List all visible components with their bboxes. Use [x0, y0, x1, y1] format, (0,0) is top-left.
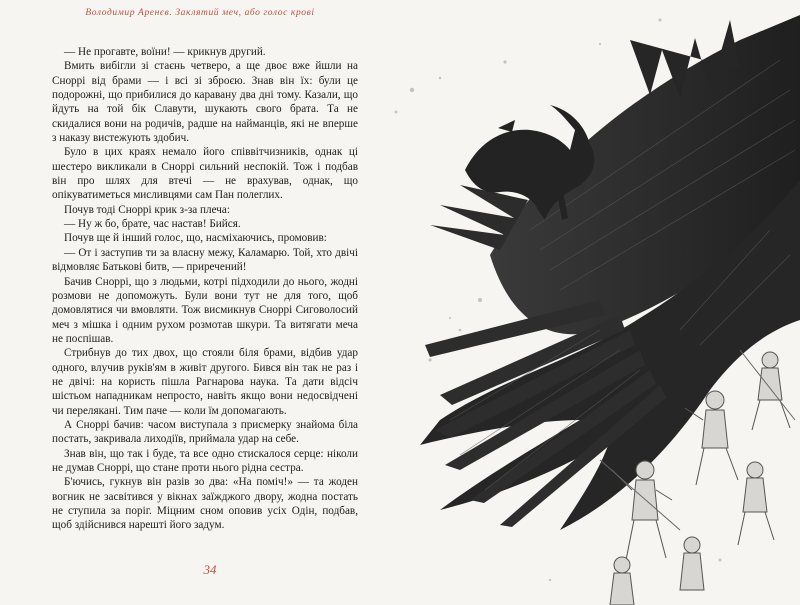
- paragraph: Стрибнув до тих двох, що стояли біля брами, відбив удар одного, влучив руків'ям в живіт другого. Бився він так не раз і не двічі: на користь пішла Рагнарова наука. Та дати відсіч шістьом нападникам непросто, навіть якщо вони недосвідчені чи перелякані. Тим паче — коли їм допомагають.: [52, 347, 358, 417]
- paragraph: Вмить вибігли зі стаєнь четверо, а ще двоє вже йшли на Сноррі від брами — і всі зі зброєю. Знав він їх: були це подорожні, що прибилися до каравану два дні тому. Казали, що йдуть на той бік Славути, шукають свого брата. Та не скидалися вони на родичів, радше на найманців, які не вперше з наказу вистежують здобич.: [52, 60, 358, 145]
- page-number: 34: [203, 562, 217, 577]
- paragraph: Почув тоді Сноррі крик з-за плеча:: [64, 203, 230, 216]
- paragraph: А Сноррі бачив: часом виступала з присмерку знайома біла постать, закривала лиходіїв, приймала удар на себе.: [52, 418, 358, 446]
- raven-wing-icon: [420, 15, 800, 530]
- paragraph: Бачив Сноррі, що з людьми, котрі підходили до нього, жодні розмови не допоможуть. Були вони тут не для того, щоб домовлятися чи вмовляти. Тож висмикнув Сноррі Сиговолосий меч з мішка і одним рухом розмотав шкури. Та витягати меча не поспішав.: [52, 275, 358, 345]
- body-text: [52, 45, 358, 533]
- paragraph: — От і заступив ти за власну межу, Каламарю. Той, хто двічі відмовляє Батькові битв, — приречений!: [52, 246, 358, 274]
- paragraph: — Не прогавте, воїни! — крикнув другий.: [64, 46, 266, 58]
- paragraph: — Ну ж бо, брате, час настав! Бийся.: [64, 218, 241, 231]
- running-head: Володимир Аренєв. Заклятий меч, або голос крові: [85, 8, 315, 18]
- paragraph: Було в цих краях немало його співвітчизників, однак ці шестеро викликали в Сноррі сильний неспокій. Тож і подбав він про шлях для втечі — не врахував, однак, що опікуватиметься мисливцями сам Пан полеглих.: [52, 146, 358, 202]
- paragraph: Б'ючись, гукнув він разів зо два: «На поміч!» — та жоден вогник не засвітився у вікнах заїжджого двору, жодна постать не ступила за поріг. Міцним сном оповив усіх Одін, подбав, щоб здійснився нарешті його задум.: [52, 476, 358, 532]
- paragraph: Знав він, що так і буде, та все одно стискалося серце: ніколи не думав Сноррі, що стане проти нього рідна сестра.: [52, 447, 358, 474]
- paragraph: Почув ще й інший голос, що, насміхаючись, промовив:: [64, 232, 327, 245]
- raven-illustration: [300, 0, 800, 605]
